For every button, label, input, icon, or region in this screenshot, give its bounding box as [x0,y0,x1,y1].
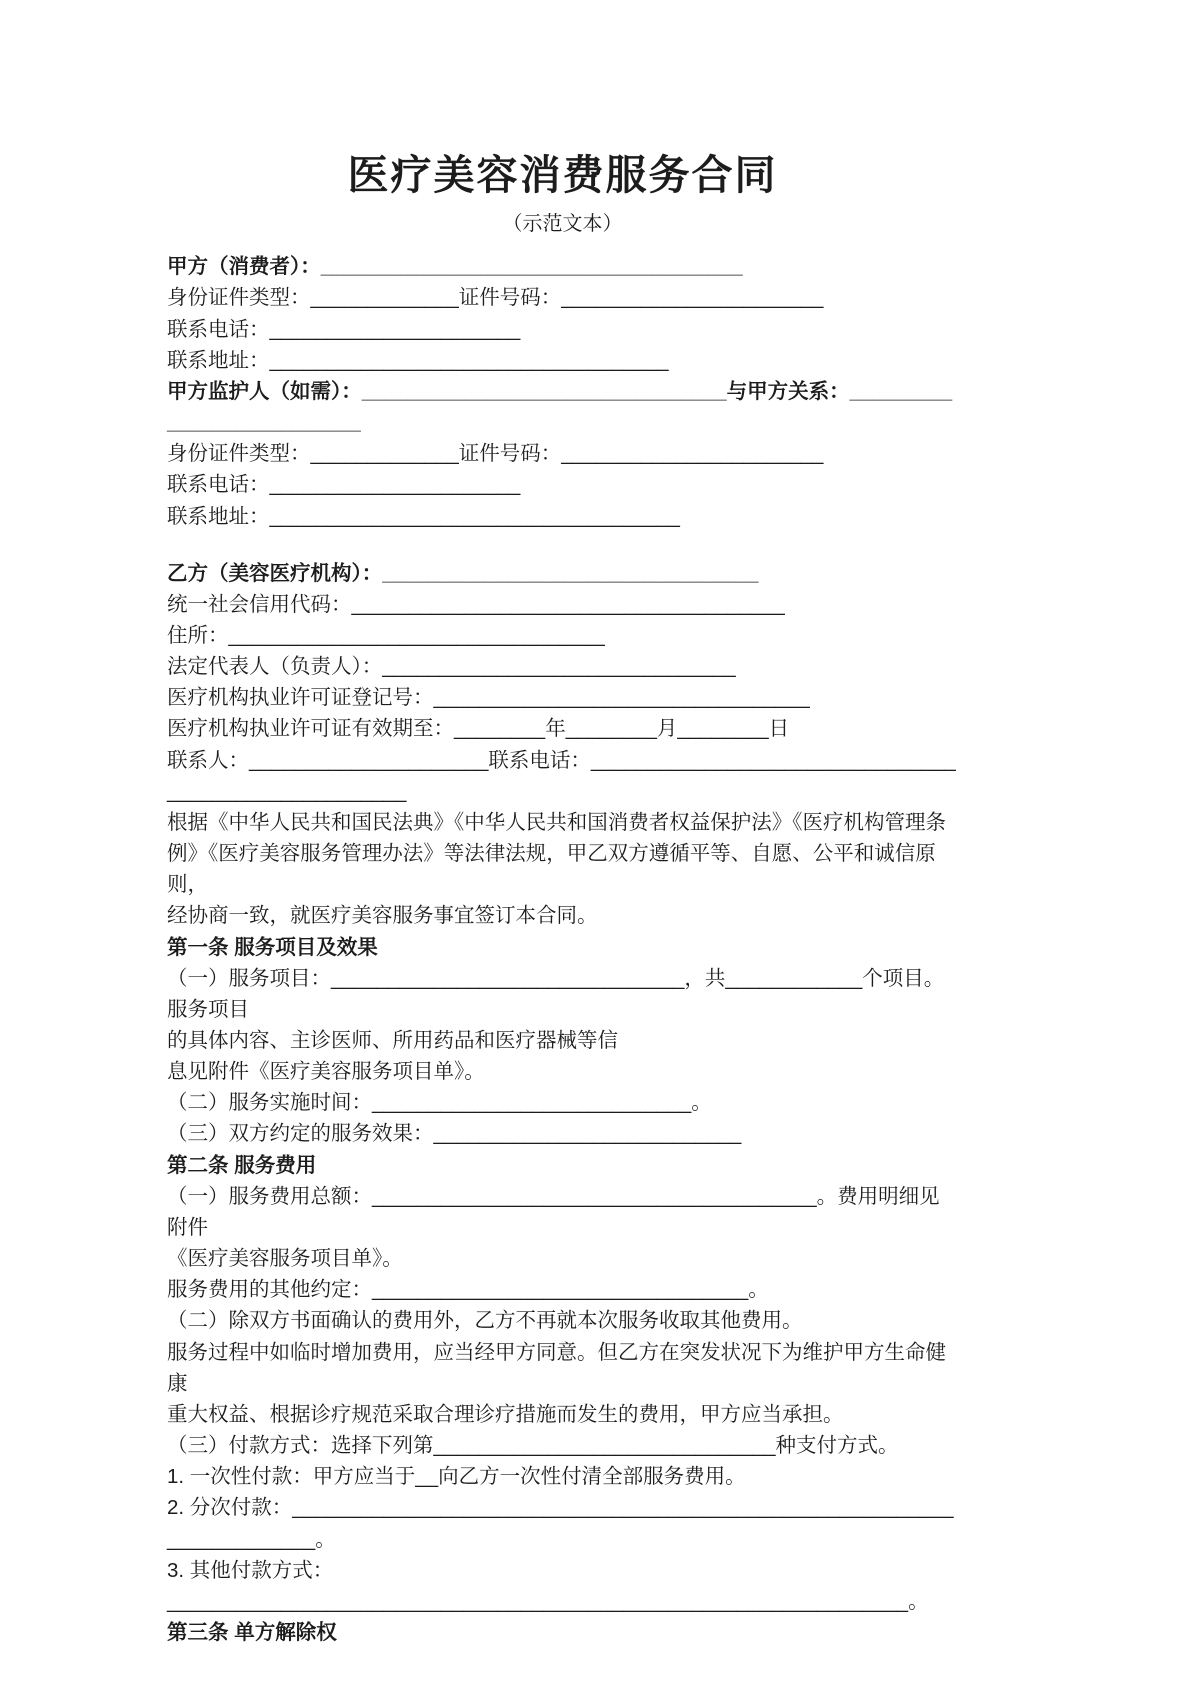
party-a-id-type-field: 身份证件类型：_____________证件号码：_______________________ [167,286,824,310]
article-2-heading: 第二条 服务费用 [167,1153,317,1177]
article-1-heading: 第一条 服务项目及效果 [167,935,378,959]
article-1-item-3: （三）双方约定的服务效果：___________________________ [167,1122,742,1146]
article-2-item-2-line-2: 服务过程中如临时增加费用，应当经甲方同意。但乙方在突发状况下为维护甲方生命健康 [167,1340,946,1395]
party-b-license-validity-field: 医疗机构执业许可证有效期至：________年________月________日 [167,717,790,741]
guardian-phone-field: 联系电话：______________________ [167,473,521,497]
party-a-phone-field: 联系电话：______________________ [167,317,521,341]
article-2-item-3: （三）付款方式：选择下列第______________________________种支付方式。 [167,1434,899,1458]
party-b-heading: 乙方（美容医疗机构）：_________________________________ [167,561,759,585]
payment-option-3-line-2: _________________________________________________________________。 [167,1589,929,1613]
party-b-legal-rep-field: 法定代表人（负责人）：_______________________________ [167,655,736,679]
article-2-item-1-line-2: 《医疗美容服务项目单》。 [167,1247,403,1271]
preamble-line-1: 根据《中华人民共和国民法典》《中华人民共和国消费者权益保护法》《医疗机构管理条 [167,810,946,834]
party-b-credit-code-field: 统一社会信用代码：______________________________________ [167,592,785,616]
party-a-address-field: 联系地址：___________________________________ [167,348,669,372]
party-b-domicile-field: 住所：_________________________________ [167,623,605,647]
article-1-item-1-line-1: （一）服务项目：_______________________________，共____________个项目。服务项目 [167,966,945,1021]
preamble-line-2: 例》《医疗美容服务管理办法》等法律法规，甲乙双方遵循平等、自愿、公平和诚信原则， [167,842,936,897]
page-title: 医疗美容消费服务合同 [347,152,778,198]
party-b-license-no-field: 医疗机构执业许可证登记号：_________________________________ [167,686,810,710]
guardian-heading: 甲方监护人（如需）：________________________________与甲方关系：__________________________ [167,379,953,435]
article-2-item-1-line-3: 服务费用的其他约定：_________________________________。 [167,1278,769,1302]
article-2-item-1-line-1: （一）服务费用总额：_______________________________________。费用明细见附件 [167,1184,940,1239]
article-1-item-1-line-2: 的具体内容、主诊医师、所用药品和医疗器械等信 [167,1029,618,1052]
payment-option-1: 1. 一次性付款：甲方应当于__向乙方一次性付清全部服务费用。 [167,1465,746,1489]
guardian-id-type-field: 身份证件类型：_____________证件号码：_______________________ [167,442,824,466]
payment-option-3-line-1: 3. 其他付款方式： [167,1558,334,1582]
article-3-heading: 第三条 单方解除权 [167,1620,337,1644]
preamble-line-3: 经协商一致，就医疗美容服务事宜签订本合同。 [167,904,598,928]
party-b-contact-field: 联系人：_____________________联系电话：_____________________________________________________ [167,748,956,803]
guardian-address-field: 联系地址：____________________________________ [167,504,680,528]
payment-option-2: 2. 分次付款：_______________________________________________________________________。 [167,1496,954,1551]
article-1-item-2: （二）服务实施时间：____________________________。 [167,1091,712,1115]
section-spacer [167,532,958,558]
article-1-item-1-line-3: 息见附件《医疗美容服务项目单》。 [167,1060,485,1084]
article-2-item-2-line-3: 重大权益、根据诊疗规范采取合理诊疗措施而发生的费用，甲方应当承担。 [167,1402,844,1426]
party-a-heading: 甲方（消费者）：_____________________________________ [167,255,743,279]
document-subtitle: （示范文本） [502,213,623,236]
article-2-item-2-line-1: （二）除双方书面确认的费用外，乙方不再就本次服务收取其他费用。 [167,1309,803,1333]
